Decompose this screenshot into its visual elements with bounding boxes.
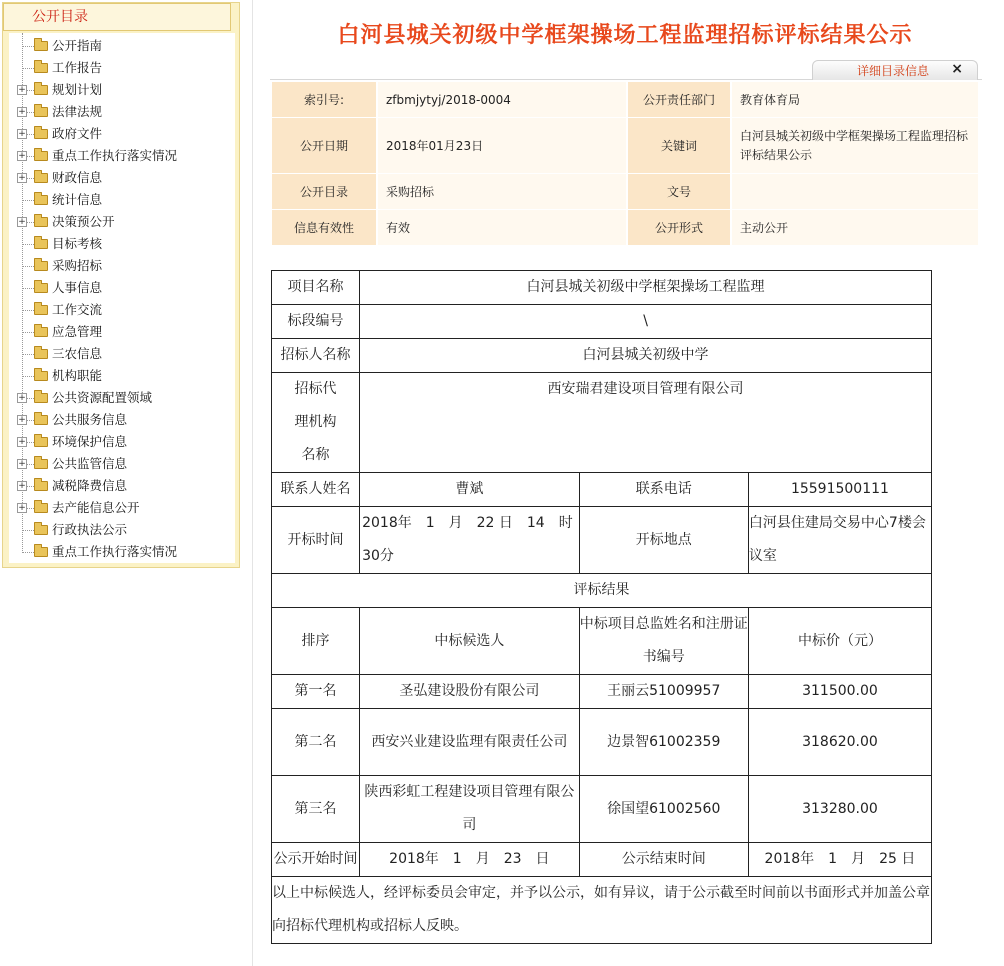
bid-result-table [271, 270, 932, 944]
price: 311500.00 [748, 675, 931, 709]
meta-row [272, 210, 980, 246]
sidebar-item[interactable] [9, 277, 235, 299]
folder-icon [34, 85, 48, 95]
expand-icon[interactable]: + [18, 217, 26, 227]
folder-icon [34, 151, 48, 161]
expand-icon[interactable]: + [18, 107, 26, 117]
eval-header: 评标结果 [272, 574, 932, 608]
expand-icon[interactable]: + [18, 151, 26, 161]
sidebar-item-label[interactable]: 人事信息 [52, 280, 103, 295]
contact-label: 联系人姓名 [272, 473, 360, 507]
dept-label: 公开责任部门 [628, 82, 732, 118]
docno-value [732, 174, 980, 210]
pub-start-label: 公示开始时间 [272, 843, 360, 877]
sidebar-item-label[interactable]: 三农信息 [52, 346, 103, 361]
sidebar-item[interactable] [9, 321, 235, 343]
index-value: zfbmjytyj/2018-0004 [378, 82, 628, 118]
folder-icon [34, 327, 48, 337]
dept-value: 教育体育局 [732, 82, 980, 118]
sidebar-item[interactable] [9, 211, 235, 233]
col-rank: 排序 [272, 608, 360, 675]
sidebar-item[interactable] [9, 79, 235, 101]
expand-icon[interactable]: + [18, 481, 26, 491]
close-icon[interactable]: × [951, 61, 963, 77]
date-value: 2018年01月23日 [378, 118, 628, 174]
contact: 曹斌 [360, 473, 579, 507]
sidebar-item-label[interactable]: 重点工作执行落实情况 [52, 544, 178, 559]
candidate: 西安兴业建设监理有限责任公司 [360, 709, 579, 776]
sidebar-item[interactable] [9, 233, 235, 255]
tenderer-label: 招标人名称 [272, 339, 360, 373]
price: 313280.00 [748, 776, 931, 843]
folder-icon [34, 349, 48, 359]
tree-branch-line [22, 68, 34, 69]
folder-icon [34, 305, 48, 315]
meta-row [272, 82, 980, 118]
expand-icon[interactable]: + [18, 503, 26, 513]
index-label: 索引号: [272, 82, 378, 118]
agency: 西安瑞君建设项目管理有限公司 [360, 373, 932, 473]
sidebar-item[interactable] [9, 497, 235, 519]
expand-icon[interactable]: + [18, 85, 26, 95]
pub-end-label: 公示结束时间 [579, 843, 748, 877]
sidebar-item-label[interactable]: 公共资源配置领域 [52, 390, 153, 405]
notice-text: 以上中标候选人，经评标委员会审定，并予以公示，如有异议，请于公示截至时间前以书面形式并加盖公章向招标代理机构或招标人反映。 [272, 877, 932, 944]
validity-label: 信息有效性 [272, 210, 378, 246]
sidebar-item[interactable] [9, 453, 235, 475]
tree-branch-line [22, 310, 34, 311]
folder-icon [34, 63, 48, 73]
sidebar-item[interactable] [9, 255, 235, 277]
catalog-label: 公开目录 [272, 174, 378, 210]
sidebar-item-label[interactable]: 机构职能 [52, 368, 103, 383]
project-name: 白河县城关初级中学框架操场工程监理 [360, 271, 932, 305]
sidebar-item-label[interactable]: 行政执法公示 [52, 522, 128, 537]
candidate: 陕西彩虹工程建设项目管理有限公司 [360, 776, 579, 843]
supervisor: 边景智61002359 [579, 709, 748, 776]
sidebar-item[interactable] [9, 123, 235, 145]
sidebar-item-label[interactable]: 统计信息 [52, 192, 103, 207]
table-row [272, 305, 932, 339]
expand-icon[interactable]: + [18, 393, 26, 403]
folder-icon [34, 283, 48, 293]
agency-label: 招标代理机构名称 [272, 373, 360, 473]
folder-icon [34, 107, 48, 117]
tree-branch-line [22, 376, 34, 377]
validity-value: 有效 [378, 210, 628, 246]
sidebar-item-label[interactable]: 应急管理 [52, 324, 103, 339]
sidebar-item-label[interactable]: 规划计划 [52, 82, 103, 97]
col-candidate: 中标候选人 [360, 608, 579, 675]
tree-branch-line [22, 354, 34, 355]
sidebar-item[interactable] [9, 365, 235, 387]
table-row [272, 473, 932, 507]
tenderer: 白河县城关初级中学 [360, 339, 932, 373]
table-row [272, 843, 932, 877]
table-row [272, 271, 932, 305]
pub-start: 2018年 1 月 23 日 [360, 843, 579, 877]
project-name-label: 项目名称 [272, 271, 360, 305]
open-time: 2018年 1 月 22 日 14 时 30分 [360, 507, 579, 574]
tree-branch-line [22, 200, 34, 201]
form-label: 公开形式 [628, 210, 732, 246]
sidebar-item-label[interactable]: 去产能信息公开 [52, 500, 140, 515]
tree-branch-line [22, 288, 34, 289]
col-supervisor: 中标项目总监姓名和注册证书编号 [579, 608, 748, 675]
rank: 第二名 [272, 709, 360, 776]
folder-icon [34, 173, 48, 183]
table-row [272, 574, 932, 608]
folder-icon [34, 129, 48, 139]
rank: 第一名 [272, 675, 360, 709]
folder-icon [34, 415, 48, 425]
meta-table [272, 82, 980, 246]
sidebar-item-label[interactable]: 公共监管信息 [52, 456, 128, 471]
open-place: 白河县住建局交易中心7楼会议室 [748, 507, 931, 574]
folder-icon [34, 217, 48, 227]
catalog-tree [9, 33, 235, 563]
sidebar-item[interactable] [9, 101, 235, 123]
section-no-label: 标段编号 [272, 305, 360, 339]
folder-icon [34, 481, 48, 491]
form-value: 主动公开 [732, 210, 980, 246]
expand-icon[interactable]: + [18, 415, 26, 425]
sidebar-item-label[interactable]: 减税降费信息 [52, 478, 128, 493]
folder-icon [34, 371, 48, 381]
table-row [272, 608, 932, 675]
docno-label: 文号 [628, 174, 732, 210]
tab-label: 详细目录信息 [857, 64, 930, 78]
sidebar-item[interactable] [9, 189, 235, 211]
sidebar-item[interactable] [9, 167, 235, 189]
table-row [272, 507, 932, 574]
date-label: 公开日期 [272, 118, 378, 174]
sidebar-item[interactable] [9, 409, 235, 431]
meta-row [272, 174, 980, 210]
sidebar-item[interactable] [9, 431, 235, 453]
meta-row [272, 118, 980, 174]
col-price: 中标价（元） [748, 608, 931, 675]
keyword-value: 白河县城关初级中学框架操场工程监理招标评标结果公示 [732, 118, 980, 174]
catalog-value: 采购招标 [378, 174, 628, 210]
sidebar-item-label[interactable]: 重点工作执行落实情况 [52, 148, 178, 163]
column-divider [252, 0, 253, 966]
sidebar-item-label[interactable]: 政府文件 [52, 126, 103, 141]
candidate: 圣弘建设股份有限公司 [360, 675, 579, 709]
expand-icon[interactable]: + [18, 173, 26, 183]
sidebar-title: 公开目录 [3, 3, 231, 31]
pub-end: 2018年 1 月 25 日 [748, 843, 931, 877]
tree-branch-line [22, 46, 34, 47]
tree-branch-line [22, 332, 34, 333]
table-row [272, 877, 932, 944]
folder-icon [34, 261, 48, 271]
folder-icon [34, 239, 48, 249]
table-row [272, 373, 932, 473]
folder-icon [34, 525, 48, 535]
sidebar-item[interactable] [9, 343, 235, 365]
folder-icon [34, 437, 48, 447]
sidebar-item-label[interactable]: 公共服务信息 [52, 412, 128, 427]
table-row [272, 675, 932, 709]
phone-label: 联系电话 [579, 473, 748, 507]
folder-icon [34, 459, 48, 469]
table-row [272, 709, 932, 776]
expand-icon[interactable]: + [18, 437, 26, 447]
tree-branch-line [22, 244, 34, 245]
folder-icon [34, 393, 48, 403]
folder-icon [34, 547, 48, 557]
sidebar-item-label[interactable]: 环境保护信息 [52, 434, 128, 449]
tab-bar [270, 60, 982, 80]
tree-branch-line [22, 530, 34, 531]
rank: 第三名 [272, 776, 360, 843]
supervisor: 王丽云51009957 [579, 675, 748, 709]
sidebar-item[interactable] [9, 57, 235, 79]
supervisor: 徐国望61002560 [579, 776, 748, 843]
keyword-label: 关键词 [628, 118, 732, 174]
open-place-label: 开标地点 [579, 507, 748, 574]
sidebar-item-label[interactable]: 决策预公开 [52, 214, 115, 229]
tree-branch-line [22, 552, 34, 553]
sidebar-item-label[interactable]: 工作报告 [52, 60, 103, 75]
sidebar-item-label[interactable]: 财政信息 [52, 170, 103, 185]
sidebar-item[interactable] [9, 35, 235, 57]
sidebar-item-label[interactable]: 公开指南 [52, 38, 103, 53]
expand-icon[interactable]: + [18, 129, 26, 139]
sidebar-item[interactable] [9, 387, 235, 409]
sidebar-item-label[interactable]: 采购招标 [52, 258, 103, 273]
sidebar-item[interactable] [9, 475, 235, 497]
folder-icon [34, 503, 48, 513]
sidebar-item-label[interactable]: 目标考核 [52, 236, 103, 251]
sidebar-item[interactable] [9, 519, 235, 541]
sidebar-item-label[interactable]: 工作交流 [52, 302, 103, 317]
sidebar-item[interactable] [9, 299, 235, 321]
tree-branch-line [22, 266, 34, 267]
expand-icon[interactable]: + [18, 459, 26, 469]
folder-icon [34, 195, 48, 205]
folder-icon [34, 41, 48, 51]
sidebar-item-label[interactable]: 法律法规 [52, 104, 103, 119]
price: 318620.00 [748, 709, 931, 776]
page-title: 白河县城关初级中学框架操场工程监理招标评标结果公示 [337, 23, 913, 48]
table-row [272, 339, 932, 373]
sidebar-item[interactable] [9, 541, 235, 563]
sidebar-item[interactable] [9, 145, 235, 167]
table-row [272, 776, 932, 843]
tab-detail-info[interactable] [812, 60, 978, 80]
phone: 15591500111 [748, 473, 931, 507]
open-time-label: 开标时间 [272, 507, 360, 574]
sidebar [2, 2, 240, 568]
section-no: \ [360, 305, 932, 339]
